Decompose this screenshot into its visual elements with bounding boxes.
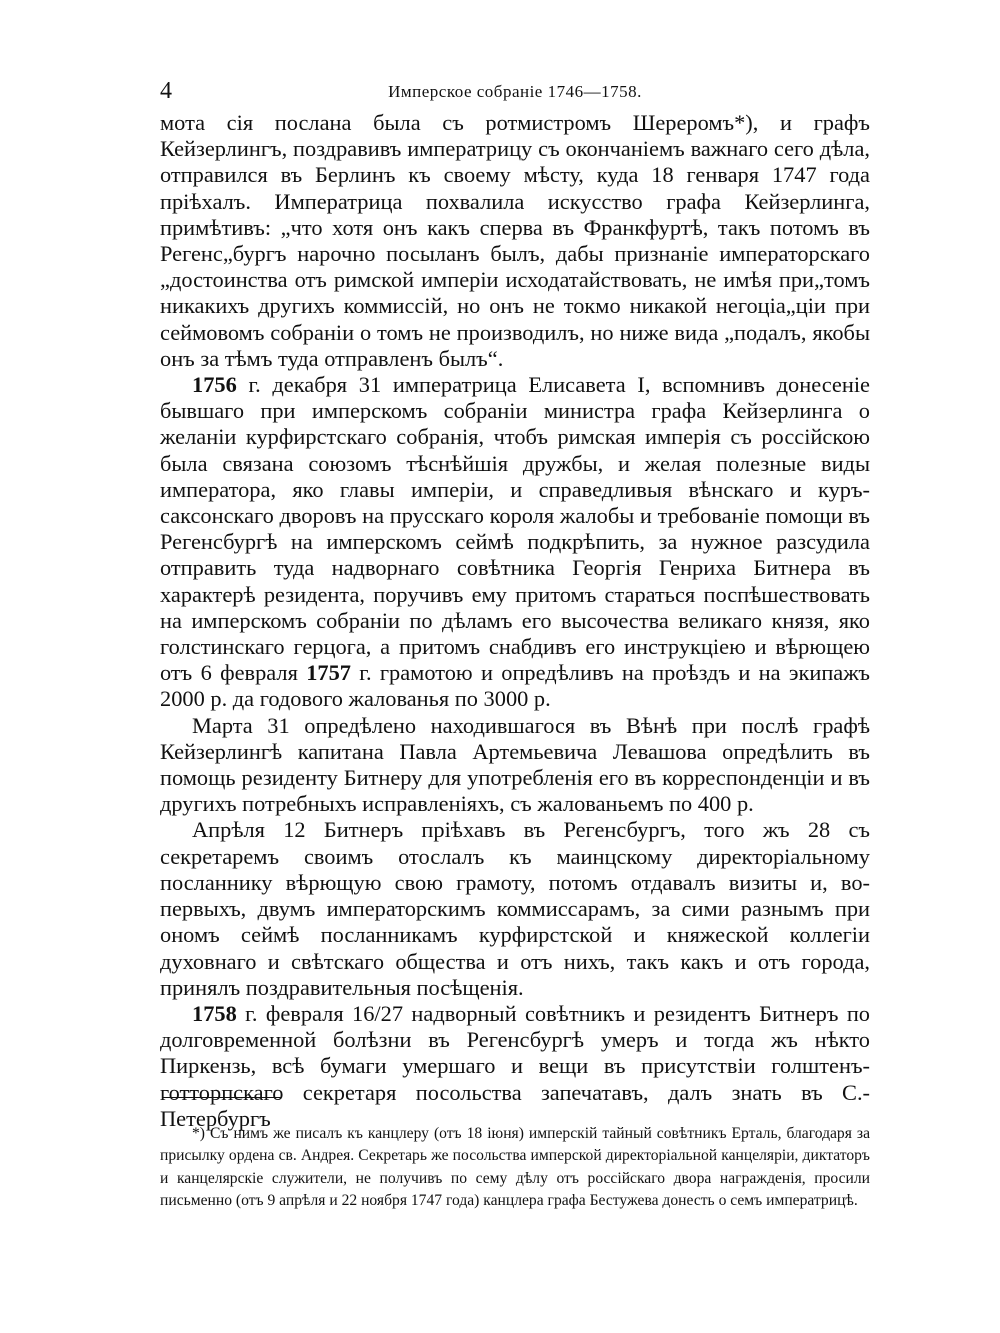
main-text <box>160 110 870 1132</box>
paragraph-5-text: г. февраля 16/27 надворный совѣтникъ и резидентъ Битнеръ по долговременной болѣзни въ Регенсбургѣ умеръ и тогда жъ нѣкто Пиркензь, всѣ бумаги умершаго и вещи въ присутствіи голштенъ-готторпскаго секретаря посольства запечатавъ, далъ знать въ С.-Петербургъ <box>160 1000 870 1131</box>
paragraph-2-text: г. декабря 31 императрица Елисавета I, вспомнивъ донесеніе бывшаго при имперскомъ собраніи министра графа Кейзерлинга о желаніи курфирстскаго собранія, чтобъ римская имперія съ россійскою была связана союзомъ тѣснѣйшія дружбы, и желая полезные виды императора, яко главы имперіи, и справедливыя вѣнскаго и куръ-саксонскаго дворовъ на прусскаго короля жалобы и требованіе помощи въ Регенсбургѣ на имперскомъ сеймѣ подкрѣпить, за нужное разсудила отправить туда надворнаго совѣтника Георгія Генриха Битнера въ характерѣ резидента, поручивъ ему притомъ стараться поспѣшествовать на имперскомъ собраніи по дѣламъ его высочества великаго князя, яко голстинскаго герцога, а притомъ снабдивъ его инструкціею и вѣрющею отъ 6 февраля <box>160 372 870 686</box>
paragraph-3-text: Марта 31 опредѣлено находившагося въ Вѣнѣ при послѣ графѣ Кейзерлингѣ капитана Павла Артемьевича Левашова опредѣлить въ помощь резиденту Битнеру для употребленія его въ корреспонденціи и въ другихъ потребныхъ исправленіяхъ, съ жалованьемъ по 400 р. <box>160 712 870 817</box>
paragraph-5 <box>160 1001 870 1132</box>
running-title: Имперское собраніе 1746—1758. <box>388 82 642 101</box>
paragraph-2-text-2: г. грамотою и опредѣливъ на проѣздъ и на экипажъ 2000 р. да годового жалованья по 3000 р. <box>160 660 870 712</box>
paragraph-3 <box>160 713 870 818</box>
paragraph-5-year: 1758 <box>192 1000 237 1026</box>
paragraph-2 <box>160 372 870 713</box>
page-header <box>160 78 870 104</box>
footnote-divider <box>163 1097 281 1098</box>
footnote-text: *) Съ нимъ же писалъ къ канцлеру (отъ 18 іюня) имперскій тайный совѣтникъ Ерталь, благодаря за присылку ордена св. Андрея. Секретарь же посольства имперской директоріальной канцеляріи, диктаторъ и канцелярскіе служители, не получивъ по сему дѣлу отъ россійскаго двора награжденія, просили письменно (отъ 9 апрѣля и 22 ноября 1747 года) канцлера графа Бестужева донесть о семъ императрицѣ. <box>160 1125 870 1210</box>
paragraph-4 <box>160 817 870 1000</box>
page-number: 4 <box>160 78 172 104</box>
footnote <box>160 1123 870 1213</box>
paragraph-4-text: Апрѣля 12 Битнеръ пріѣхавъ въ Регенсбургъ, того жъ 28 съ секретаремъ своимъ отослалъ къ маинцскому директоріальному посланнику вѣрющую свою грамоту, потомъ отдавалъ визиты и, во-первыхъ, двумъ императорскимъ коммиссарамъ, за сими разнымъ при ономъ сеймѣ посланникамъ курфирстской и княжеской коллегіи духовнаго и свѣтскаго общества и отъ нихъ, такъ какъ и отъ города, принялъ поздравительныя посѣщенія. <box>160 817 870 1000</box>
paragraph-1-text: мота сія послана была съ ротмистромъ Шереромъ*), и графъ Кейзерлингъ, поздравивъ императрицу съ окончаніемъ важнаго сего дѣла, отправился въ Берлинъ къ своему мѣсту, куда 18 генваря 1747 года пріѣхалъ. Императрица похвалила искусство графа Кейзерлинга, примѣтивъ: „что хотя онъ какъ сперва въ Франкфуртѣ, такъ потомъ въ Регенс„бургъ нарочно посыланъ былъ, дабы признаніе императорскаго „достоинства отъ римской имперіи исходатайствовать, не имѣя при„томъ никакихъ другихъ коммиссій, но онъ не токмо никакой негоціа„ціи при сеймовомъ собраніи о томъ не производилъ, но ниже вида „подалъ, якобы онъ за тѣмъ туда отправленъ былъ“. <box>160 110 870 371</box>
paragraph-2-year-2: 1757 <box>306 660 351 686</box>
paragraph-1 <box>160 110 870 372</box>
paragraph-2-year: 1756 <box>192 372 237 398</box>
